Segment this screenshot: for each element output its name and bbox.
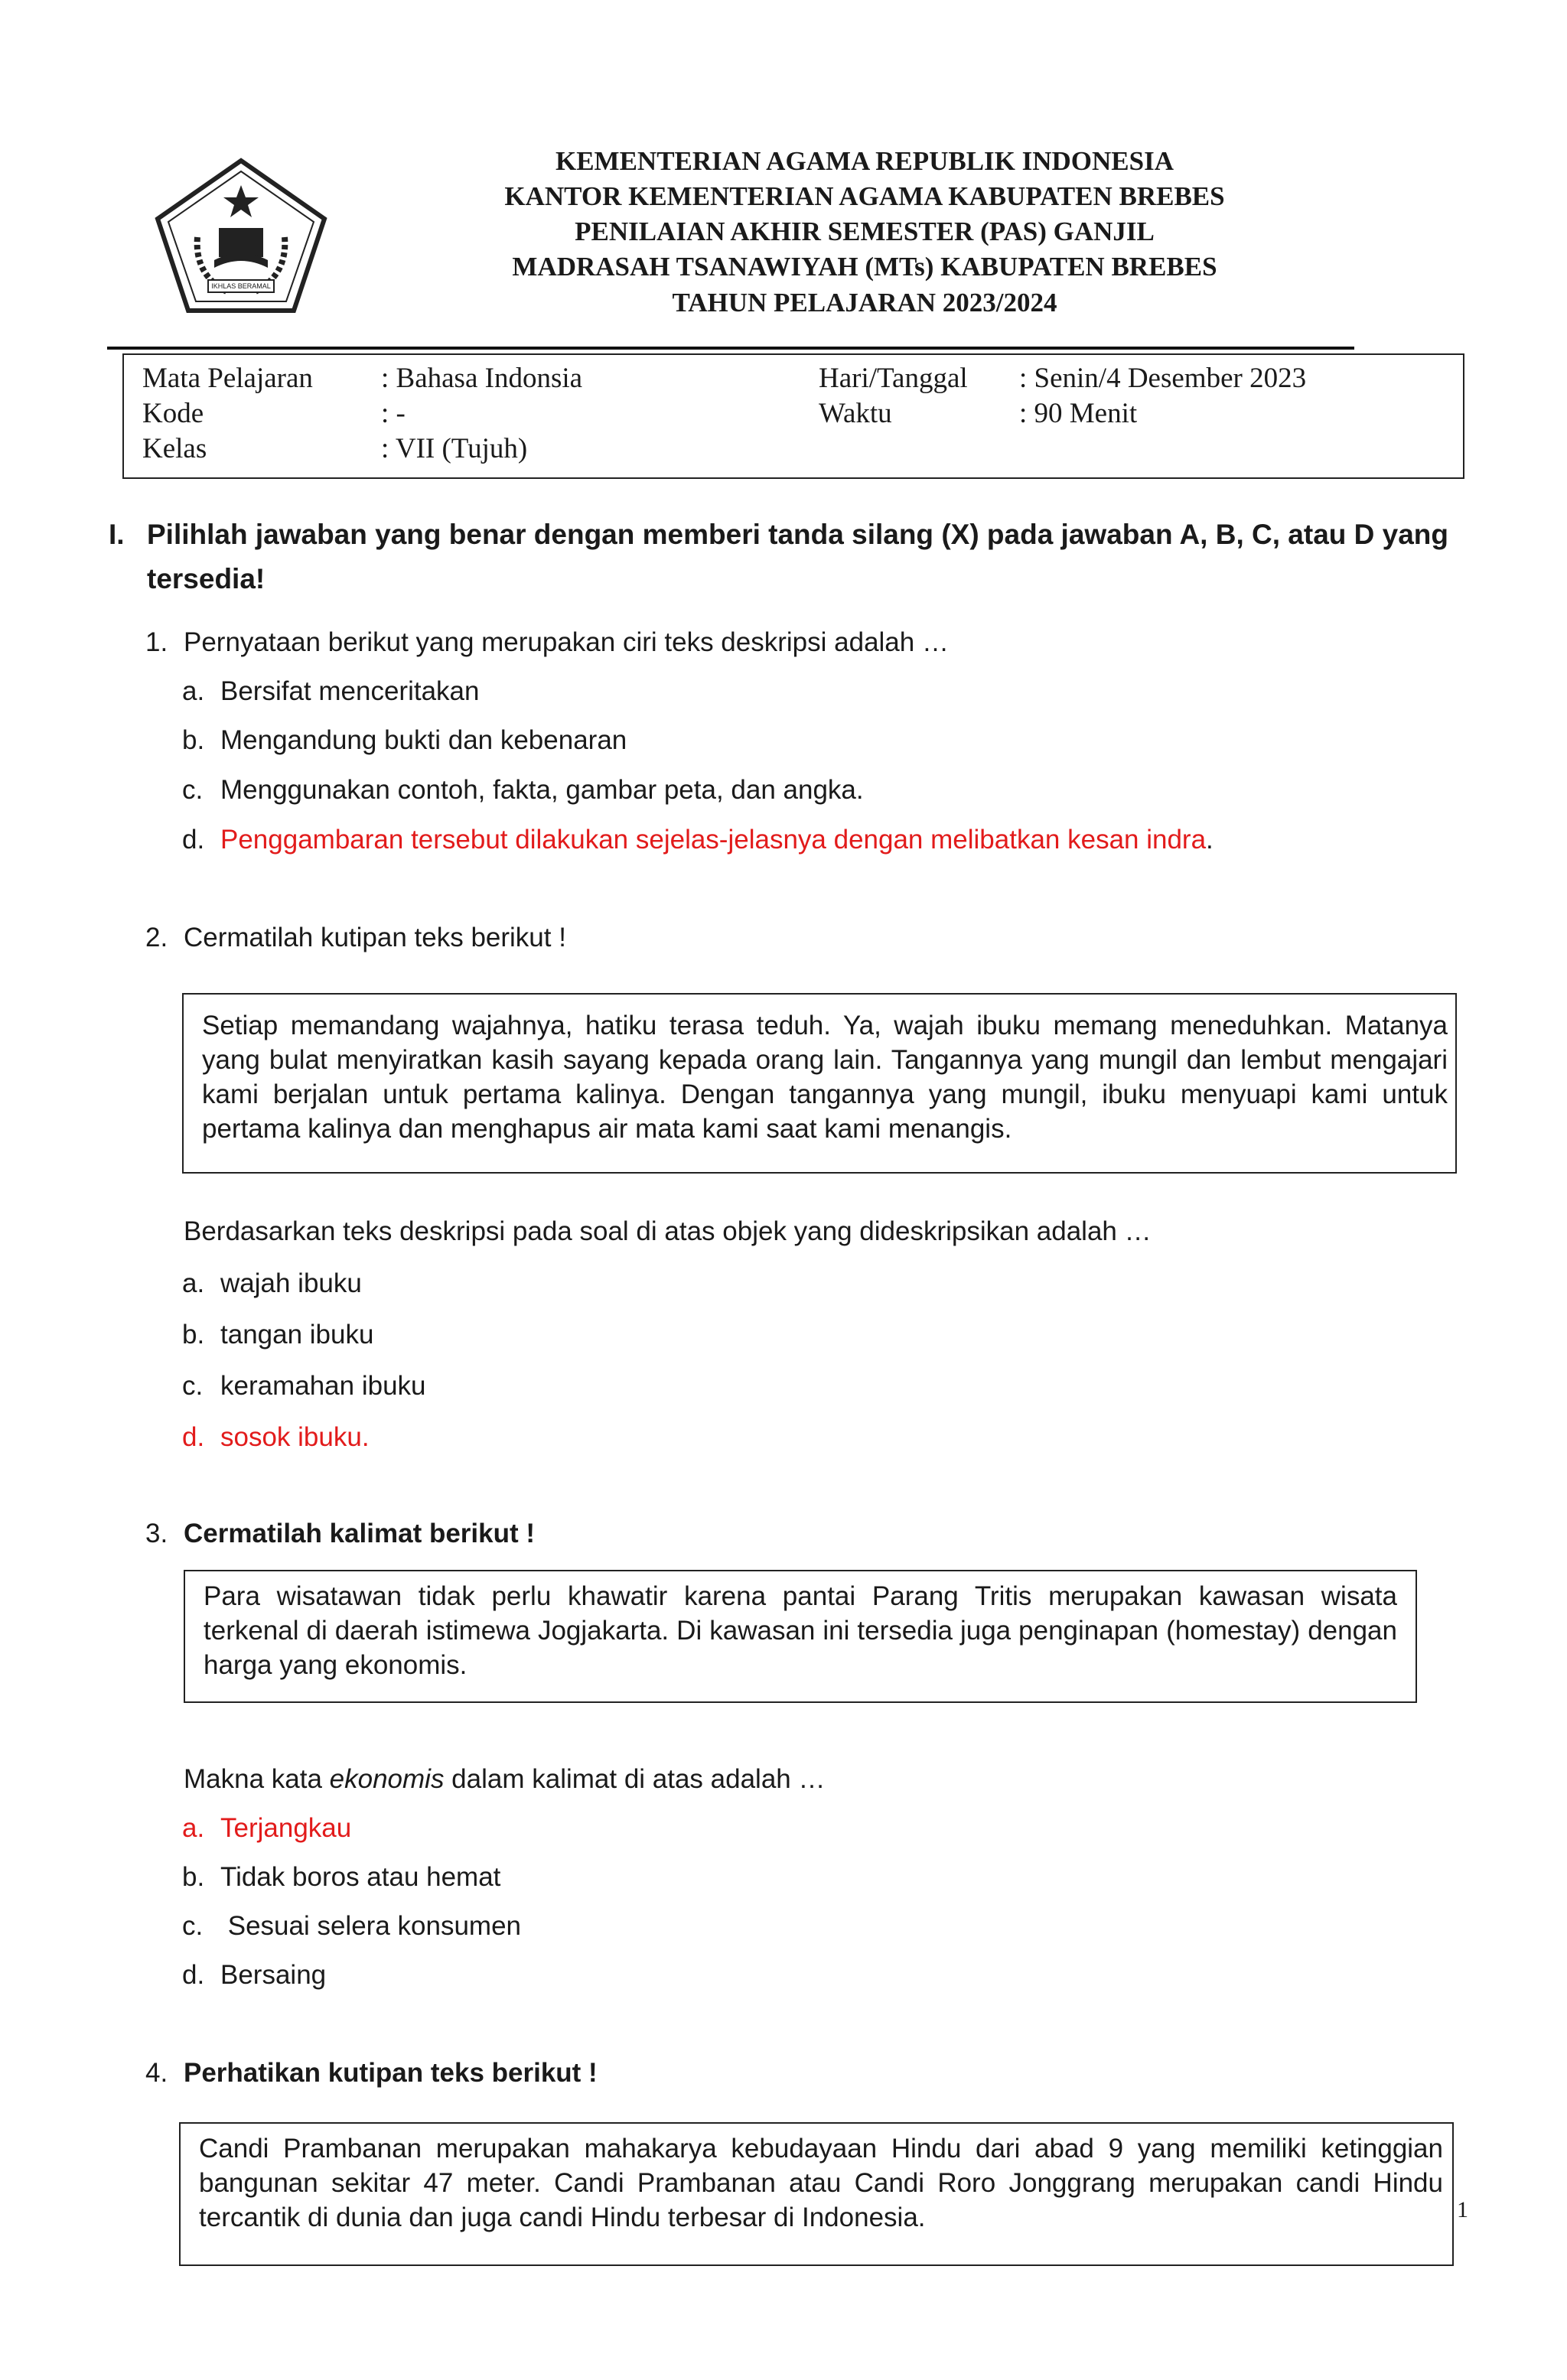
q3-option-c-letter: c. — [182, 1911, 204, 1941]
q3-option-a-letter: a. — [182, 1813, 205, 1843]
logo-ribbon-text: IKHLAS BERAMAL — [211, 282, 271, 290]
q2-option-c-letter: c. — [182, 1371, 204, 1401]
class-label: Kelas — [142, 433, 207, 464]
q3-number: 3. — [145, 1519, 168, 1548]
time-label: Waktu — [819, 398, 892, 429]
q2-text: Cermatilah kutipan teks berikut ! — [184, 923, 566, 952]
header-line-4: MADRASAH TSANAWIYAH (MTs) KABUPATEN BREBES — [512, 252, 1217, 282]
header-line-5: TAHUN PELAJARAN 2023/2024 — [672, 288, 1057, 317]
q3-question-term: ekonomis — [329, 1764, 445, 1794]
q3-option-b-letter: b. — [182, 1862, 205, 1892]
section-instruction: Pilihlah jawaban yang benar dengan memberi tanda silang (X) pada jawaban A, B, C, atau D yang tersedia! — [147, 519, 1449, 594]
header-divider — [107, 347, 1354, 350]
q1-option-c-letter: c. — [182, 775, 204, 805]
q1-option-c: Menggunakan contoh, fakta, gambar peta, dan angka. — [220, 775, 864, 805]
q2-option-c: keramahan ibuku — [220, 1371, 426, 1401]
time-value: : 90 Menit — [1019, 398, 1138, 429]
day-value: : Senin/4 Desember 2023 — [1019, 363, 1307, 394]
q1-text: Pernyataan berikut yang merupakan ciri teks deskripsi adalah … — [184, 627, 949, 657]
q2-option-d: sosok ibuku. — [220, 1422, 370, 1452]
q4-number: 4. — [145, 2058, 168, 2088]
q2-question: Berdasarkan teks deskripsi pada soal di atas objek yang dideskripsikan adalah … — [184, 1216, 1152, 1246]
day-label: Hari/Tanggal — [819, 363, 968, 394]
q1-option-b: Mengandung bukti dan kebenaran — [220, 725, 627, 755]
section-number: I. — [109, 519, 125, 550]
q1-option-d — [220, 823, 1214, 857]
q4-text: Perhatikan kutipan teks berikut ! — [184, 2058, 598, 2088]
q3-passage: Para wisatawan tidak perlu khawatir karena pantai Parang Tritis merupakan kawasan wisata terkenal di daerah istimewa Jogjakarta. Di kawasan ini tersedia juga penginapan (homestay) dengan harga yang ekonomis. — [204, 1581, 1397, 1680]
header-line-1: KEMENTERIAN AGAMA REPUBLIK INDONESIA — [555, 146, 1174, 176]
q2-option-a-letter: a. — [182, 1268, 205, 1298]
q2-passage: Setiap memandang wajahnya, hatiku terasa teduh. Ya, wajah ibuku memang meneduhkan. Matanya yang bulat menyiratkan kasih sayang kepada orang lain. Tangannya yang mungil dan lembut mengajari kami berjalan untuk pertama kalinya. Dengan tangannya yang mungil, ibuku menyuapi kami untuk pertama kalinya dan menghapus air mata kami saat kami menangis. — [202, 1011, 1448, 1144]
q1-answer-text: Penggambaran tersebut dilakukan sejelas-jelasnya dengan melibatkan kesan indra — [220, 825, 1207, 855]
header-line-2: KANTOR KEMENTERIAN AGAMA KABUPATEN BREBES — [504, 181, 1225, 211]
q3-option-d-letter: d. — [182, 1960, 205, 1990]
class-value: : VII (Tujuh) — [381, 433, 528, 464]
q1-number: 1. — [145, 627, 168, 657]
header-line-3: PENILAIAN AKHIR SEMESTER (PAS) GANJIL — [575, 217, 1155, 246]
q3-option-b: Tidak boros atau hemat — [220, 1862, 501, 1892]
q3-text: Cermatilah kalimat berikut ! — [184, 1519, 536, 1548]
ministry-logo — [144, 145, 338, 323]
q3-question — [184, 1763, 826, 1796]
q1-option-a: Bersifat menceritakan — [220, 676, 480, 706]
q1-option-d-letter: d. — [182, 825, 205, 855]
q2-option-d-letter: d. — [182, 1422, 205, 1452]
q3-option-d: Bersaing — [220, 1960, 327, 1990]
q3-question-post: dalam kalimat di atas adalah … — [444, 1764, 826, 1794]
page-number: 1 — [1457, 2197, 1468, 2222]
q1-option-a-letter: a. — [182, 676, 205, 706]
q1-option-b-letter: b. — [182, 725, 205, 755]
q1-answer-period: . — [1206, 825, 1214, 855]
code-value: : - — [381, 398, 406, 429]
subject-label: Mata Pelajaran — [142, 363, 313, 394]
code-label: Kode — [142, 398, 204, 429]
q3-option-c: Sesuai selera konsumen — [220, 1911, 521, 1941]
q3-question-pre: Makna kata — [184, 1764, 330, 1794]
q2-number: 2. — [145, 923, 168, 952]
subject-value: : Bahasa Indonsia — [381, 363, 583, 394]
q4-passage: Candi Prambanan merupakan mahakarya kebudayaan Hindu dari abad 9 yang memiliki ketinggian bangunan sekitar 47 meter. Candi Prambanan atau Candi Roro Jonggrang merupakan candi Hindu tercantik di dunia dan juga candi Hindu terbesar di Indonesia. — [199, 2134, 1443, 2232]
q2-option-a: wajah ibuku — [220, 1268, 362, 1298]
q2-option-b: tangan ibuku — [220, 1320, 374, 1350]
q3-option-a: Terjangkau — [220, 1813, 352, 1843]
q2-option-b-letter: b. — [182, 1320, 205, 1350]
